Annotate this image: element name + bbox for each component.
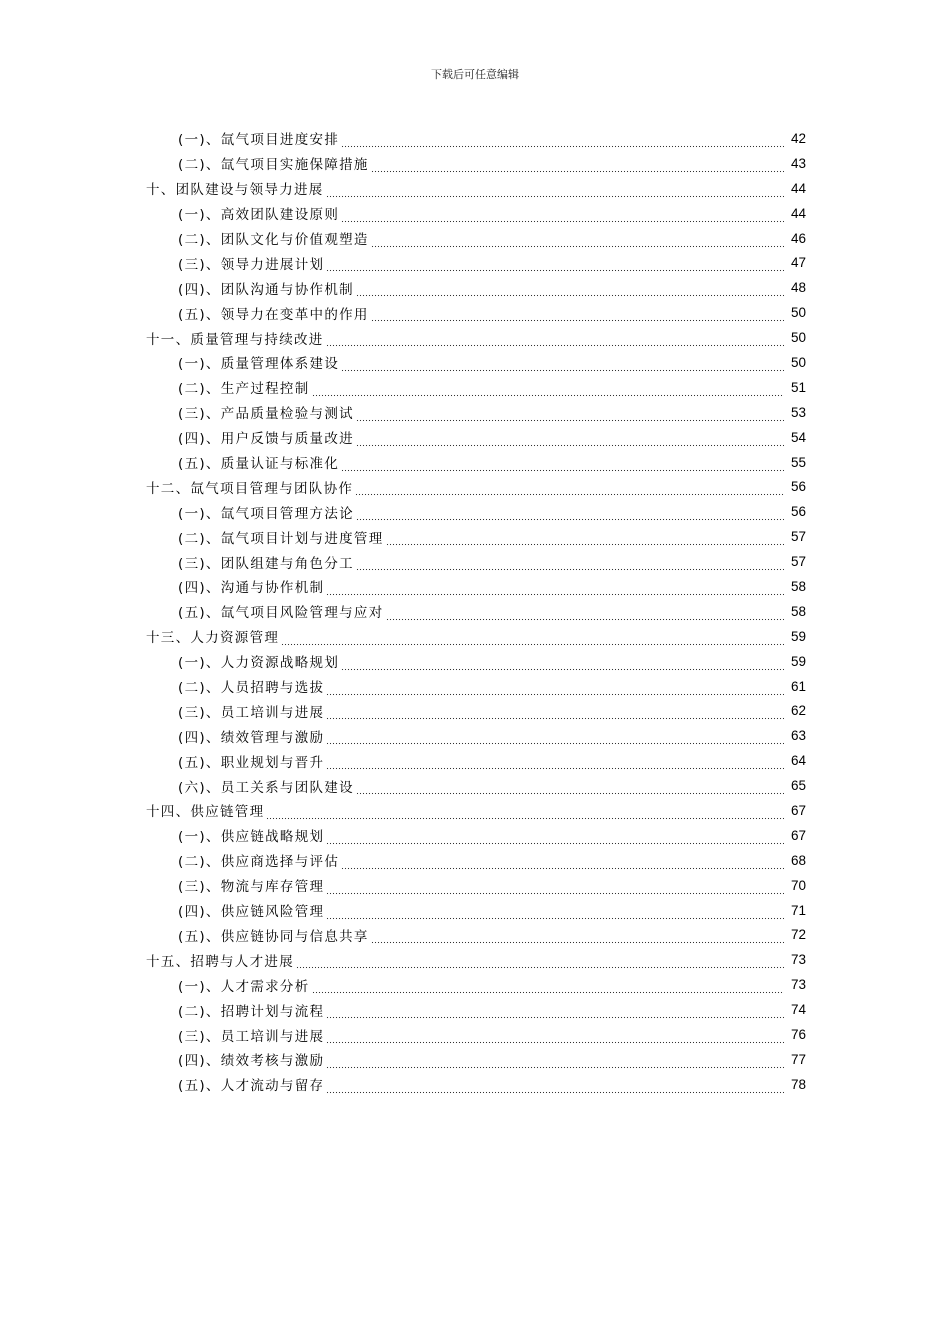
dot-leader <box>356 559 784 571</box>
toc-section-entry[interactable] <box>0 898 950 923</box>
toc-section-entry[interactable] <box>0 698 950 723</box>
toc-page-number: 67 <box>790 802 806 818</box>
toc-section-entry[interactable] <box>0 873 950 898</box>
toc-chapter-entry[interactable] <box>0 947 950 972</box>
toc-page-number: 59 <box>790 653 806 669</box>
dot-leader <box>341 136 784 148</box>
toc-page-number: 54 <box>790 429 806 445</box>
toc-entry-title: (四)、绩效考核与激励 <box>178 1053 325 1070</box>
toc-entry-title: 十一、质量管理与持续改进 <box>146 331 324 348</box>
dot-leader <box>371 161 784 173</box>
dot-leader <box>326 833 784 845</box>
toc-section-entry[interactable] <box>0 723 950 748</box>
toc-entry-title: (四)、团队沟通与协作机制 <box>178 281 354 298</box>
toc-page-number: 56 <box>790 479 806 495</box>
toc-entry-title: (一)、供应链战略规划 <box>178 829 325 846</box>
toc-page-number: 47 <box>790 255 806 271</box>
toc-page-number: 77 <box>790 1051 806 1067</box>
toc-section-entry[interactable] <box>0 599 950 624</box>
dot-leader <box>356 783 784 795</box>
toc-page-number: 67 <box>790 827 806 843</box>
toc-section-entry[interactable] <box>0 275 950 300</box>
toc-entry-title: (五)、供应链协同与信息共享 <box>178 928 369 945</box>
toc-section-entry[interactable] <box>0 300 950 325</box>
dot-leader <box>326 1082 784 1094</box>
dot-leader <box>326 758 784 770</box>
toc-entry-title: (三)、领导力进展计划 <box>178 256 325 273</box>
toc-entry-title: (四)、沟通与协作机制 <box>178 580 325 597</box>
dot-leader <box>326 908 784 920</box>
toc-entry-title: (三)、产品质量检验与测试 <box>178 406 354 423</box>
dot-leader <box>386 534 784 546</box>
dot-leader <box>341 659 784 671</box>
toc-page-number: 76 <box>790 1027 806 1042</box>
toc-entry-title: (四)、绩效管理与激励 <box>178 729 325 746</box>
dot-leader <box>266 808 784 820</box>
toc-page-number: 50 <box>790 330 806 346</box>
toc-page-number: 43 <box>790 155 806 171</box>
dot-leader <box>356 410 784 422</box>
dot-leader <box>326 684 784 696</box>
toc-entry-title: (五)、领导力在变革中的作用 <box>178 306 369 323</box>
toc-section-entry[interactable] <box>0 1047 950 1072</box>
toc-entry-title: (二)、生产过程控制 <box>178 381 310 398</box>
toc-entry-title: (三)、员工培训与进展 <box>178 704 325 721</box>
toc-section-entry[interactable] <box>0 201 950 226</box>
toc-page-number: 70 <box>790 877 806 893</box>
dot-leader <box>356 435 784 447</box>
toc-page-number: 42 <box>790 130 806 146</box>
toc-page-number: 50 <box>790 305 806 321</box>
toc-page-number: 63 <box>790 728 806 744</box>
toc-page-number: 64 <box>790 753 806 769</box>
toc-page-number: 78 <box>790 1076 806 1092</box>
toc-section-entry[interactable] <box>0 499 950 524</box>
toc-entry-title: (五)、氙气项目风险管理与应对 <box>178 605 384 622</box>
toc-section-entry[interactable] <box>0 151 950 176</box>
dot-leader <box>326 883 784 895</box>
toc-entry-title: (一)、质量管理体系建设 <box>178 356 340 373</box>
dot-leader <box>312 385 784 397</box>
toc-entry-title: 十二、氙气项目管理与团队协作 <box>146 480 354 497</box>
toc-page-number: 46 <box>790 230 806 246</box>
toc-page-number: 44 <box>790 205 806 221</box>
toc-chapter-entry[interactable] <box>0 474 950 499</box>
toc-entry-title: (五)、人才流动与留存 <box>178 1078 325 1095</box>
page-header: 下载后可任意编辑 <box>431 68 519 81</box>
toc-entry-title: (一)、氙气项目管理方法论 <box>178 505 354 522</box>
toc-entry-title: (五)、质量认证与标准化 <box>178 456 340 473</box>
toc-chapter-entry[interactable] <box>0 624 950 649</box>
dot-leader <box>355 484 784 496</box>
toc-section-entry[interactable] <box>0 773 950 798</box>
toc-section-entry[interactable] <box>0 848 950 873</box>
dot-leader <box>386 609 784 621</box>
toc-section-entry[interactable] <box>0 524 950 549</box>
toc-page-number: 57 <box>790 554 806 570</box>
dot-leader <box>326 708 784 720</box>
toc-section-entry[interactable] <box>0 226 950 251</box>
toc-page-number: 44 <box>790 180 806 196</box>
toc-page-number: 62 <box>790 703 806 719</box>
toc-chapter-entry[interactable] <box>0 325 950 350</box>
toc-section-entry[interactable] <box>0 748 950 773</box>
toc-entry-title: (二)、人员招聘与选拔 <box>178 680 325 697</box>
toc-section-entry[interactable] <box>0 350 950 375</box>
toc-section-entry[interactable] <box>0 674 950 699</box>
toc-entry-title: (三)、物流与库存管理 <box>178 879 325 896</box>
toc-entry-title: (六)、员工关系与团队建设 <box>178 779 354 796</box>
dot-leader <box>312 982 784 994</box>
toc-entry-title: (二)、氙气项目计划与进度管理 <box>178 530 384 547</box>
dot-leader <box>326 1007 784 1019</box>
toc-page-number: 59 <box>790 628 806 644</box>
toc-entry-title: (三)、团队组建与角色分工 <box>178 555 354 572</box>
toc-chapter-entry[interactable] <box>0 176 950 201</box>
dot-leader <box>326 733 784 745</box>
dot-leader <box>356 509 784 521</box>
toc-entry-title: (三)、员工培训与进展 <box>178 1028 325 1045</box>
toc-section-entry[interactable] <box>0 972 950 997</box>
dot-leader <box>341 460 784 472</box>
toc-page-number: 74 <box>790 1002 806 1018</box>
toc-page-number: 57 <box>790 529 806 545</box>
dot-leader <box>341 211 784 223</box>
toc-page-number: 72 <box>790 927 806 943</box>
toc-page-number: 73 <box>790 952 806 968</box>
dot-leader <box>371 932 784 944</box>
toc-entry-title: (一)、人才需求分析 <box>178 978 310 995</box>
toc-entry-title: (五)、职业规划与晋升 <box>178 754 325 771</box>
dot-leader <box>326 260 784 272</box>
toc-page-number: 50 <box>790 354 806 370</box>
toc-section-entry[interactable] <box>0 1022 950 1047</box>
toc-chapter-entry[interactable] <box>0 798 950 823</box>
table-of-contents <box>0 126 950 1097</box>
toc-page-number: 61 <box>790 678 806 694</box>
toc-entry-title: (二)、供应商选择与评估 <box>178 854 340 871</box>
toc-section-entry[interactable] <box>0 126 950 151</box>
dot-leader <box>296 957 784 969</box>
toc-page-number: 56 <box>790 504 806 520</box>
toc-section-entry[interactable] <box>0 375 950 400</box>
dot-leader <box>326 1032 784 1044</box>
toc-section-entry[interactable] <box>0 574 950 599</box>
toc-entry-title: (四)、供应链风险管理 <box>178 904 325 921</box>
toc-page-number: 65 <box>790 778 806 794</box>
dot-leader <box>341 858 784 870</box>
toc-page-number: 55 <box>790 454 806 470</box>
toc-page-number: 71 <box>790 902 806 918</box>
dot-leader <box>326 584 784 596</box>
toc-entry-title: (二)、氙气项目实施保障措施 <box>178 157 369 174</box>
toc-section-entry[interactable] <box>0 425 950 450</box>
toc-entry-title: (四)、用户反馈与质量改进 <box>178 431 354 448</box>
toc-entry-title: (一)、氙气项目进度安排 <box>178 132 340 149</box>
toc-page-number: 58 <box>790 578 806 594</box>
toc-section-entry[interactable] <box>0 923 950 948</box>
dot-leader <box>281 634 784 646</box>
toc-section-entry[interactable] <box>0 823 950 848</box>
toc-entry-title: (一)、高效团队建设原则 <box>178 207 340 224</box>
toc-entry-title: (一)、人力资源战略规划 <box>178 655 340 672</box>
toc-section-entry[interactable] <box>0 997 950 1022</box>
toc-section-entry[interactable] <box>0 649 950 674</box>
toc-section-entry[interactable] <box>0 1072 950 1097</box>
toc-page-number: 51 <box>790 379 806 395</box>
dot-leader <box>371 236 784 248</box>
toc-page-number: 48 <box>790 280 806 296</box>
toc-entry-title: (二)、招聘计划与流程 <box>178 1003 325 1020</box>
toc-page-number: 73 <box>790 977 806 993</box>
toc-section-entry[interactable] <box>0 549 950 574</box>
dot-leader <box>326 335 784 347</box>
toc-section-entry[interactable] <box>0 250 950 275</box>
toc-section-entry[interactable] <box>0 450 950 475</box>
dot-leader <box>341 360 784 372</box>
toc-entry-title: 十三、人力资源管理 <box>146 630 280 647</box>
toc-page-number: 68 <box>790 852 806 868</box>
dot-leader <box>356 285 784 297</box>
toc-entry-title: 十四、供应链管理 <box>146 804 265 821</box>
toc-entry-title: (二)、团队文化与价值观塑造 <box>178 232 369 248</box>
dot-leader <box>371 310 784 322</box>
toc-page-number: 53 <box>790 404 806 420</box>
toc-entry-title: 十五、招聘与人才进展 <box>146 953 294 970</box>
dot-leader <box>326 1057 784 1069</box>
dot-leader <box>326 186 784 198</box>
toc-section-entry[interactable] <box>0 400 950 425</box>
toc-entry-title: 十、团队建设与领导力进展 <box>146 182 324 199</box>
toc-page-number: 58 <box>790 603 806 619</box>
